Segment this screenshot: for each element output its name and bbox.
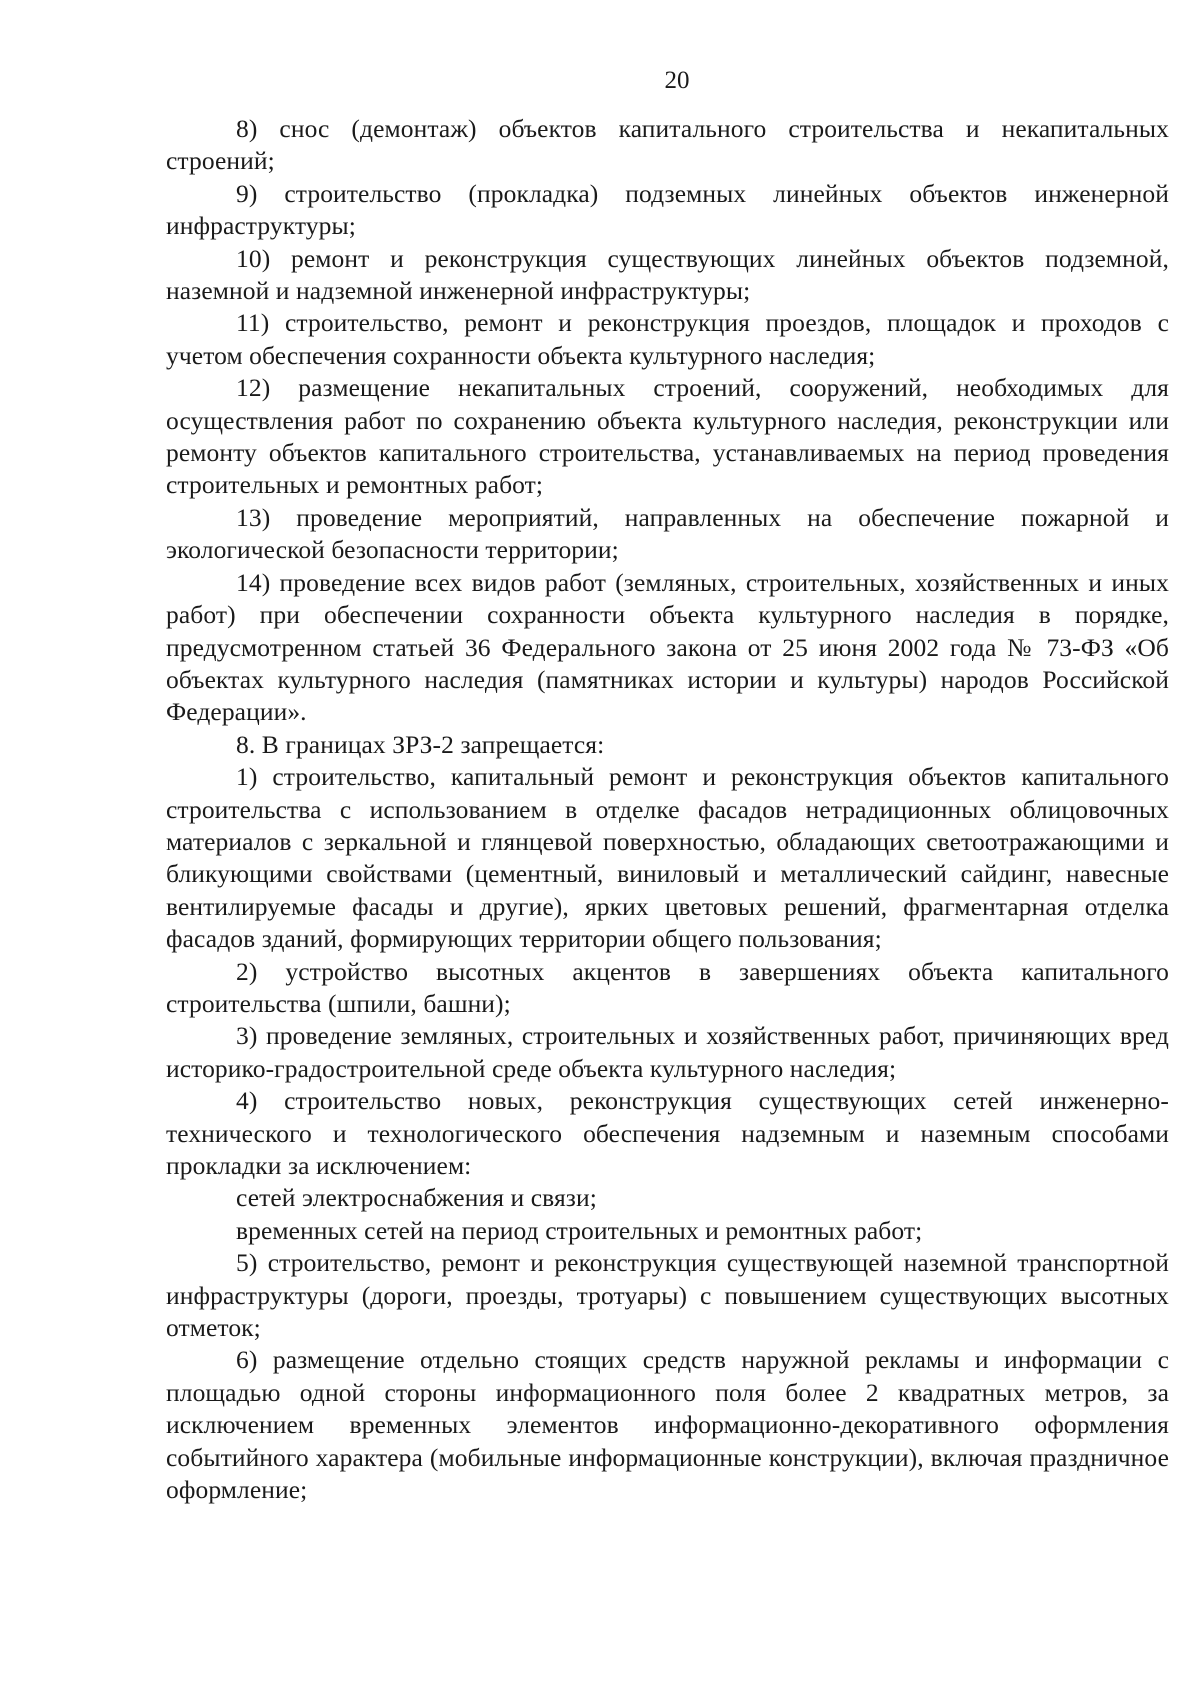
paragraph-prohibited-5-transport: 5) строительство, ремонт и реконструкция существующей наземной транспортной инфраструктуры (дороги, проезды, тротуары) с повышением существующих высотных отметок; (166, 1248, 1169, 1343)
paragraph-exception-temporary-networks: временных сетей на период строительных и ремонтных работ; (236, 1215, 923, 1245)
document-body (166, 113, 1169, 1506)
page-number: 20 (664, 67, 690, 94)
paragraph-prohibited-2-accents: 2) устройство высотных акцентов в завершениях объекта капитального строительства (шпили, башни); (166, 956, 1169, 1018)
paragraph-item-9-underground-construction: 9) строительство (прокладка) подземных линейных объектов инженерной инфраструктуры; (166, 178, 1169, 241)
paragraph-prohibited-6-advertising: 6) размещение отдельно стоящих средств наружной рекламы и информации с площадью одной стороны информационного поля более 2 квадратных метров, за исключением временных элементов информационно-декоративного оформления событийного характера (мобильные информационные конструкции), включая праздничное оформление; (166, 1345, 1169, 1505)
paragraph-item-10-infrastructure-repair: 10) ремонт и реконструкция существующих линейных объектов подземной, наземной и надземной инженерной инфраструктуры; (166, 243, 1169, 306)
paragraph-item-11-driveways: 11) строительство, ремонт и реконструкция проездов, площадок и проходов с учетом обеспечения сохранности объекта культурного наследия; (166, 308, 1169, 370)
section-heading-zrz-2: 8. В границах ЗРЗ-2 запрещается: (236, 729, 605, 759)
paragraph-item-12-temporary-structures: 12) размещение некапитальных строений, сооружений, необходимых для осуществления работ по сохранению объекта культурного наследия, реконструкции или ремонту объектов капитального строительства, устанавливаемых на период проведения строительных и ремонтных работ; (166, 373, 1169, 500)
paragraph-prohibited-4-networks: 4) строительство новых, реконструкция существующих сетей инженерно-технического и технологического обеспечения надземным и наземным способами прокладки за исключением: (166, 1086, 1169, 1180)
paragraph-item-13-safety-measures: 13) проведение мероприятий, направленных на обеспечение пожарной и экологической безопасности территории; (166, 502, 1169, 565)
paragraph-item-14-all-works: 14) проведение всех видов работ (земляных, строительных, хозяйственных и иных работ) при обеспечении сохранности объекта культурного наследия в порядке, предусмотренном статьей 36 Федерального закона от 25 июня 2002 года № 73-ФЗ «Об объектах культурного наследия (памятниках истории и культуры) народов Российской Федерации». (166, 567, 1169, 727)
paragraph-exception-power-networks: сетей электроснабжения и связи; (236, 1183, 597, 1213)
paragraph-item-8-demolition: 8) снос (демонтаж) объектов капитального строительства и некапитальных строений; (166, 114, 1169, 176)
paragraph-prohibited-1-facades: 1) строительство, капитальный ремонт и реконструкция объектов капитального строительства с использованием в отделке фасадов нетрадиционных облицовочных материалов с зеркальной и глянцевой поверхностью, обладающих светоотражающими и бликующими свойствами (цементный, виниловый и металлический сайдинг, навесные вентилируемые фасады и другие), ярких цветовых решений, фрагментарная отделка фасадов зданий, формирующих территории общего пользования; (166, 762, 1169, 954)
paragraph-prohibited-3-earthworks: 3) проведение земляных, строительных и хозяйственных работ, причиняющих вред историко-градостроительной среде объекта культурного наследия; (166, 1021, 1169, 1083)
